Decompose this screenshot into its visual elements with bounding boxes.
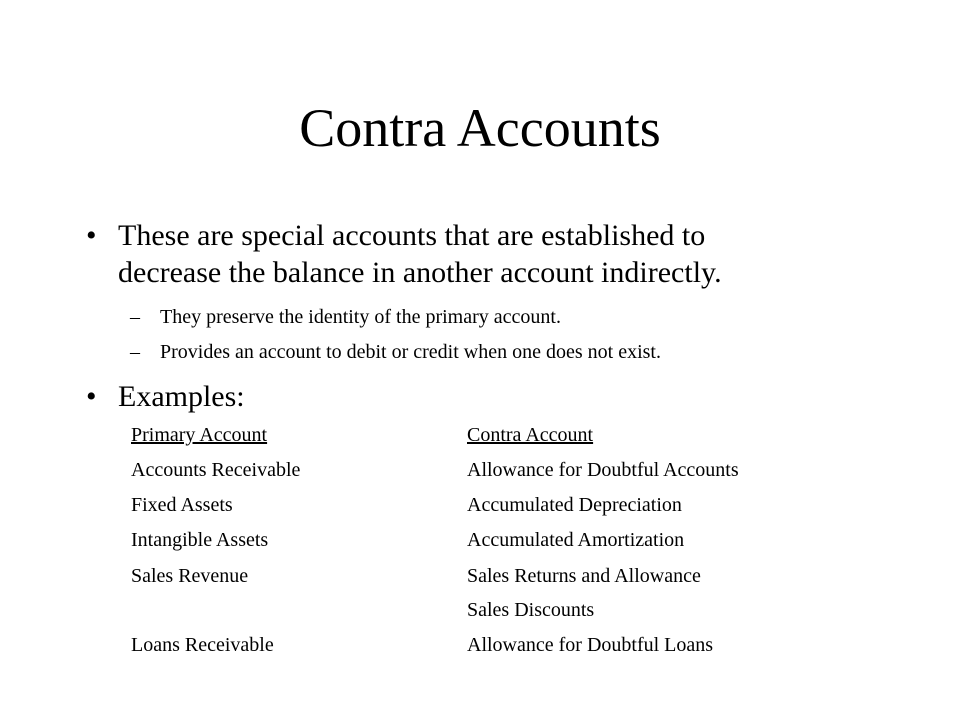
table-cell-primary: Intangible Assets [131, 529, 269, 551]
header-contra-account: Contra Account [467, 424, 594, 446]
table-cell-contra: Sales Returns and Allowance [467, 565, 701, 587]
sub-bullet-identity: They preserve the identity of the primary account. [160, 306, 561, 328]
slide-title: Contra Accounts [299, 98, 661, 158]
bullet-definition-line1: These are special accounts that are established to [118, 219, 706, 252]
table-cell-contra: Sales Discounts [467, 599, 595, 621]
table-cell-contra: Accumulated Depreciation [467, 494, 682, 516]
table-cell-contra: Allowance for Doubtful Accounts [467, 459, 739, 481]
bullet-definition-line2: decrease the balance in another account indirectly. [118, 256, 722, 289]
header-primary-account: Primary Account [131, 424, 268, 446]
sub-bullet-debit-credit: Provides an account to debit or credit when one does not exist. [160, 341, 661, 363]
table-cell-primary: Fixed Assets [131, 494, 233, 516]
bullet-examples: Examples: [118, 380, 245, 413]
table-cell-primary: Sales Revenue [131, 565, 249, 587]
table-cell-contra: Accumulated Amortization [467, 529, 685, 551]
table-cell-contra: Allowance for Doubtful Loans [467, 634, 714, 656]
sub-bullet-marker: – [130, 306, 140, 328]
sub-bullet-marker: – [130, 341, 140, 363]
table-cell-primary: Loans Receivable [131, 634, 274, 656]
bullet-marker: • [86, 380, 97, 413]
bullet-marker: • [86, 219, 97, 252]
table-cell-primary: Accounts Receivable [131, 459, 301, 481]
